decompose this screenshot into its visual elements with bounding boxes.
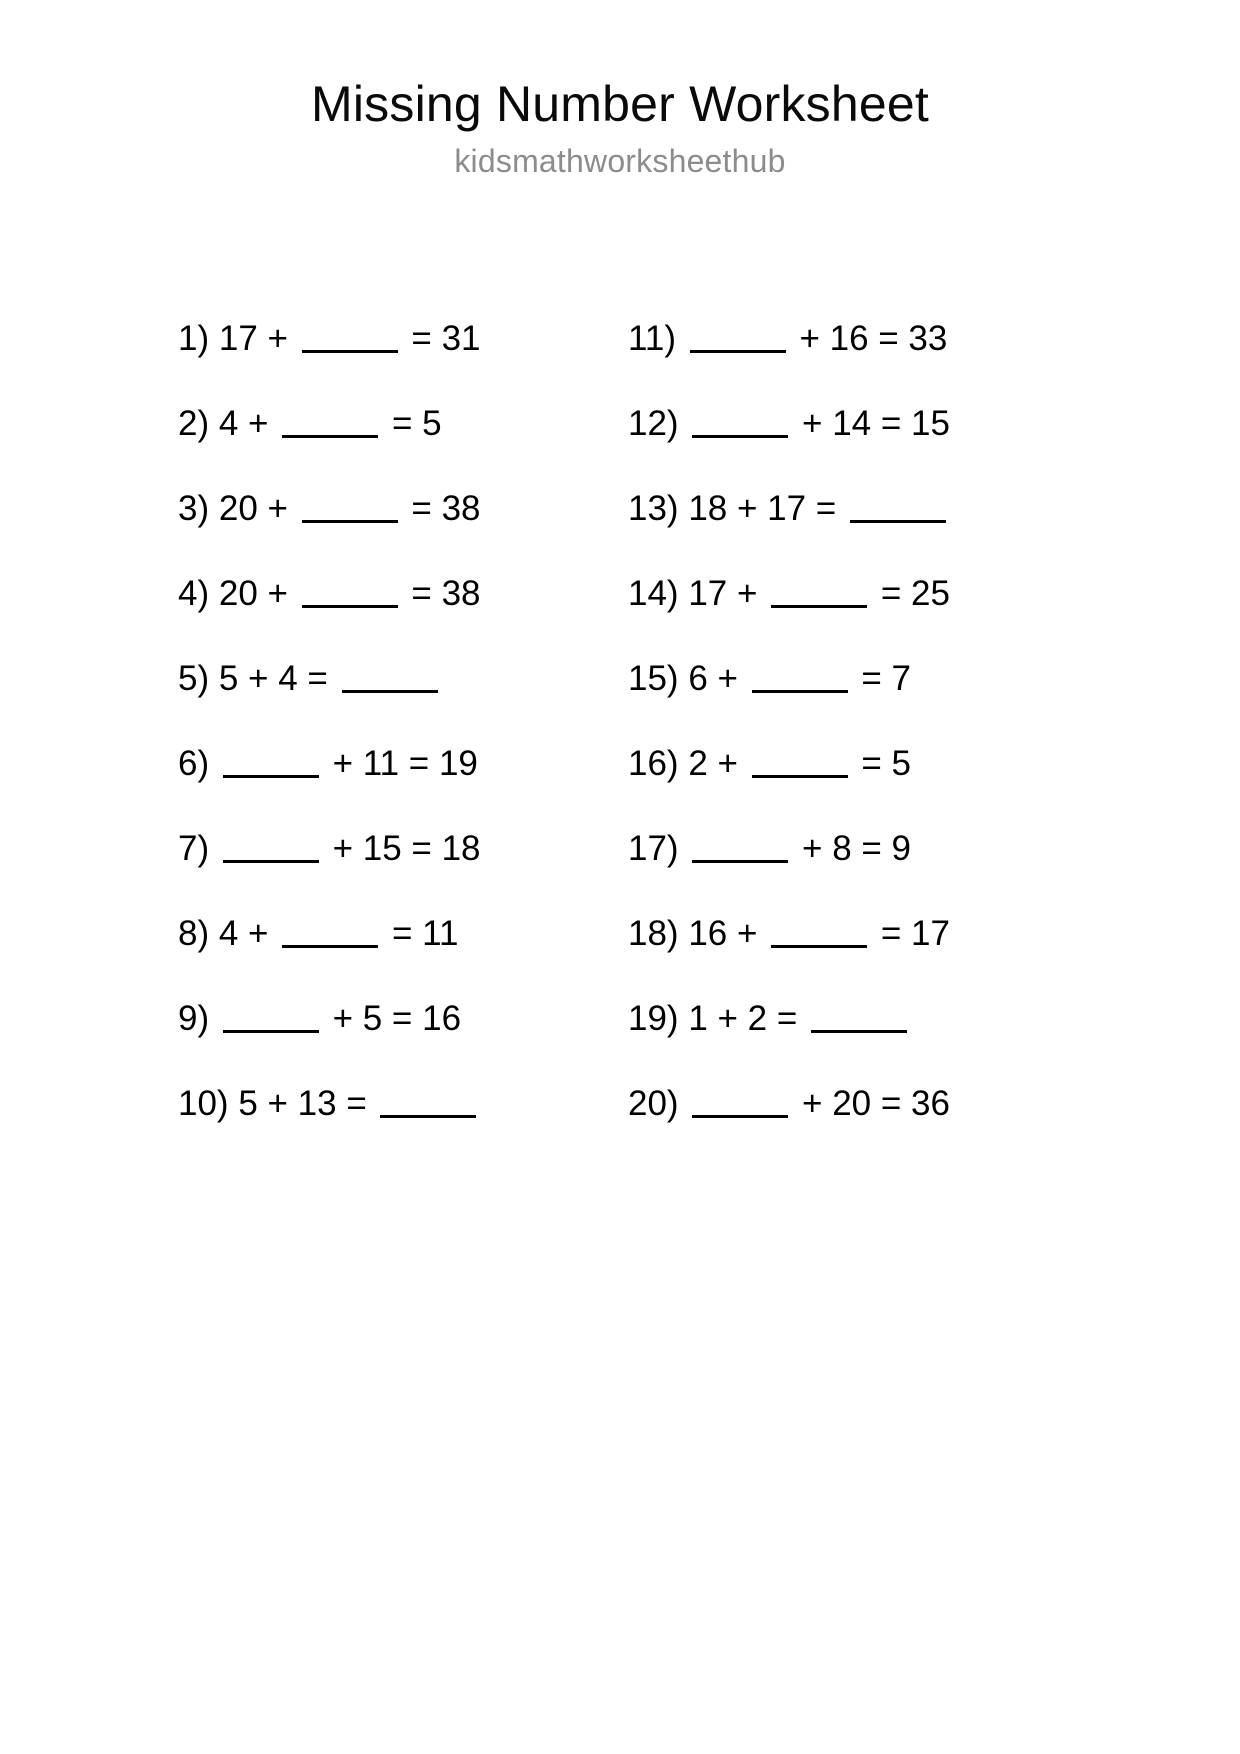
problem-expression-after-blank: + 11 = 19 xyxy=(322,744,478,783)
problem-item xyxy=(628,636,1078,721)
problem-expression-before-blank: 17 + xyxy=(688,574,768,613)
problem-item xyxy=(628,976,1078,1061)
problem-expression-after-blank: + 14 = 15 xyxy=(792,404,950,443)
problem-number: 18) xyxy=(628,914,689,953)
answer-blank[interactable] xyxy=(850,494,946,523)
problem-expression-after-blank: = 25 xyxy=(871,574,950,613)
problem-number: 20) xyxy=(628,1084,689,1123)
problem-expression-after-blank: + 15 = 18 xyxy=(322,829,481,868)
problem-expression-before-blank: 16 + xyxy=(688,914,768,953)
problem-expression-after-blank: = 38 xyxy=(401,574,481,613)
answer-blank[interactable] xyxy=(752,664,848,693)
problem-item xyxy=(628,721,1078,806)
problem-number: 8) xyxy=(178,914,219,953)
site-attribution: kidsmathworksheethub xyxy=(454,142,786,179)
problem-item xyxy=(178,551,628,636)
problem-expression-before-blank: 5 + 13 = xyxy=(238,1084,377,1123)
problem-expression-after-blank: = 17 xyxy=(871,914,950,953)
problem-number: 17) xyxy=(628,829,689,868)
problem-number: 19) xyxy=(628,999,689,1038)
problem-item xyxy=(178,1061,628,1146)
page-title: Missing Number Worksheet xyxy=(311,76,929,132)
answer-blank[interactable] xyxy=(282,409,378,438)
answer-blank[interactable] xyxy=(752,749,848,778)
problem-number: 4) xyxy=(178,574,219,613)
problem-item xyxy=(628,466,1078,551)
problem-item xyxy=(178,296,628,381)
problem-item xyxy=(178,721,628,806)
answer-blank[interactable] xyxy=(223,834,319,863)
answer-blank[interactable] xyxy=(223,1004,319,1033)
answer-blank[interactable] xyxy=(282,919,378,948)
problem-number: 7) xyxy=(178,829,219,868)
problem-expression-before-blank: 4 + xyxy=(218,914,279,953)
problem-expression-after-blank: = 7 xyxy=(851,659,912,698)
problem-number: 15) xyxy=(628,659,689,698)
left-column xyxy=(178,296,628,1146)
problem-item xyxy=(178,891,628,976)
problem-expression-before-blank: 18 + 17 = xyxy=(688,489,846,528)
problem-item xyxy=(178,636,628,721)
problem-expression-after-blank: = 11 xyxy=(382,914,459,953)
problem-number: 3) xyxy=(178,489,219,528)
problem-expression-after-blank: = 5 xyxy=(851,744,912,783)
problem-item xyxy=(178,806,628,891)
problem-item xyxy=(628,806,1078,891)
problem-expression-before-blank: 6 + xyxy=(688,659,748,698)
problem-item xyxy=(628,381,1078,466)
problem-expression-after-blank: + 16 = 33 xyxy=(789,319,948,358)
problem-number: 16) xyxy=(628,744,689,783)
answer-blank[interactable] xyxy=(342,664,438,693)
problem-number: 11) xyxy=(628,319,686,358)
answer-blank[interactable] xyxy=(771,579,867,608)
problem-number: 14) xyxy=(628,574,689,613)
problem-expression-before-blank: 20 + xyxy=(218,574,298,613)
problem-number: 2) xyxy=(178,404,219,443)
problem-item xyxy=(628,1061,1078,1146)
problem-number: 12) xyxy=(628,404,689,443)
problem-expression-before-blank: 20 + xyxy=(218,489,298,528)
answer-blank[interactable] xyxy=(690,324,786,353)
problem-number: 13) xyxy=(628,489,689,528)
problem-item xyxy=(628,891,1078,976)
problem-expression-after-blank: + 5 = 16 xyxy=(322,999,462,1038)
right-column xyxy=(628,296,1078,1146)
worksheet-header xyxy=(0,0,1240,180)
answer-blank[interactable] xyxy=(692,409,788,438)
problem-expression-before-blank: 2 + xyxy=(688,744,748,783)
problem-number: 5) xyxy=(178,659,219,698)
answer-blank[interactable] xyxy=(692,1089,788,1118)
problem-expression-after-blank: = 31 xyxy=(401,319,481,358)
problem-expression-before-blank: 5 + 4 = xyxy=(218,659,338,698)
problem-number: 1) xyxy=(178,319,219,358)
problem-expression-before-blank: 17 + xyxy=(218,319,298,358)
problem-item xyxy=(628,296,1078,381)
answer-blank[interactable] xyxy=(380,1089,476,1118)
problem-expression-before-blank: 4 + xyxy=(218,404,279,443)
problem-number: 10) xyxy=(178,1084,239,1123)
problem-expression-after-blank: + 8 = 9 xyxy=(792,829,912,868)
problem-item xyxy=(628,551,1078,636)
problem-expression-after-blank: = 5 xyxy=(382,404,442,443)
answer-blank[interactable] xyxy=(302,494,398,523)
problem-expression-before-blank: 1 + 2 = xyxy=(688,999,808,1038)
problem-list xyxy=(0,296,1240,1146)
answer-blank[interactable] xyxy=(223,749,319,778)
answer-blank[interactable] xyxy=(692,834,788,863)
problem-number: 6) xyxy=(178,744,219,783)
problem-number: 9) xyxy=(178,999,219,1038)
problem-item xyxy=(178,466,628,551)
answer-blank[interactable] xyxy=(302,579,398,608)
answer-blank[interactable] xyxy=(811,1004,907,1033)
problem-expression-after-blank: + 20 = 36 xyxy=(792,1084,950,1123)
answer-blank[interactable] xyxy=(302,324,398,353)
problem-item xyxy=(178,976,628,1061)
answer-blank[interactable] xyxy=(771,919,867,948)
problem-item xyxy=(178,381,628,466)
problem-expression-after-blank: = 38 xyxy=(401,489,481,528)
